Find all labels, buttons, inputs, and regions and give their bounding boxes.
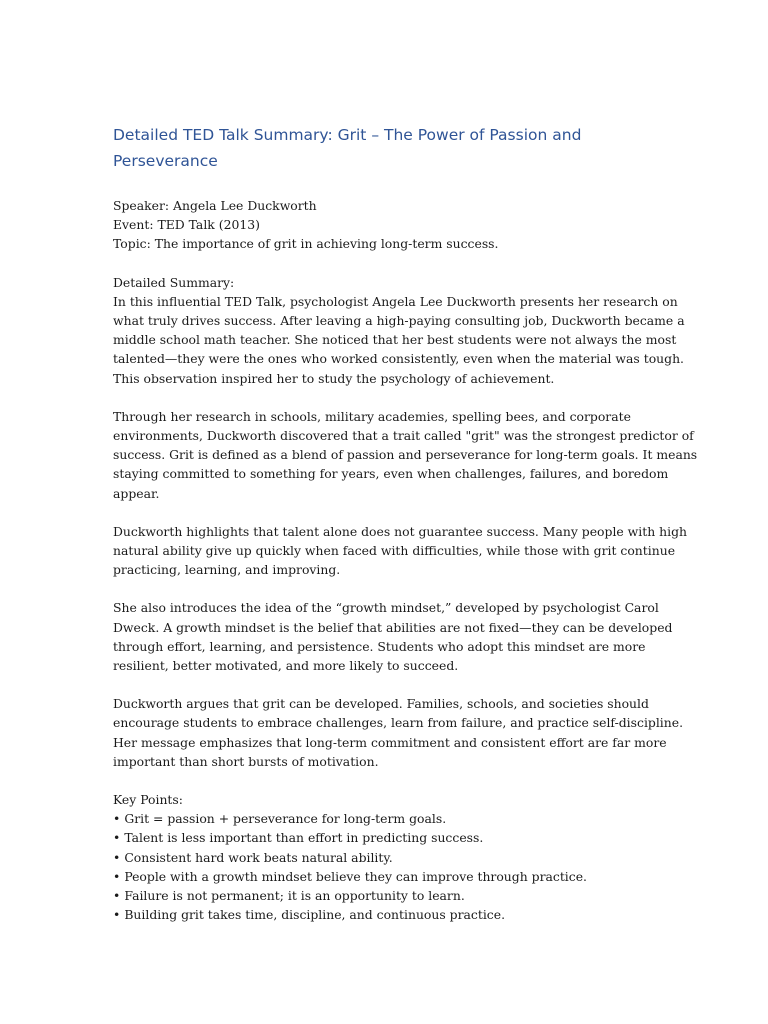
key-points-section [113,790,673,924]
title-line: Perseverance [113,152,218,170]
list-item [113,828,673,847]
bullet-icon: • [113,888,121,904]
paragraph-line: talented—they were the ones who worked consistently, even when the material was tough. [113,351,684,367]
key-point-text: Consistent hard work beats natural ability. [124,849,393,865]
key-points-heading: Key Points: [113,792,183,808]
paragraph-line: natural ability give up quickly when faced with difficulties, while those with grit continue [113,543,676,559]
key-point-text: Building grit takes time, discipline, and continuous practice. [124,907,506,923]
list-item [113,867,673,886]
summary-paragraph-2 [113,407,698,503]
paragraph-line: environments, Duckworth discovered that a trait called "grit" was the strongest predictor of [113,428,694,444]
list-item [113,848,673,867]
paragraph-line: through effort, learning, and persistence. Students who adopt this mindset are more [113,638,646,654]
paragraph-line: important than short bursts of motivation. [113,753,379,769]
bullet-icon: • [113,907,121,923]
paragraph-line: This observation inspired her to study the psychology of achievement. [113,370,555,386]
event-line: Event: TED Talk (2013) [113,217,260,233]
summary-paragraph-5 [113,694,684,771]
paragraph-line: In this influential TED Talk, psychologist Angela Lee Duckworth presents her research on [113,293,678,309]
paragraph-line: She also introduces the idea of the “growth mindset,” developed by psychologist Carol [113,600,659,616]
paragraph-line: Duckworth highlights that talent alone does not guarantee success. Many people with high [113,523,688,539]
paragraph-line: appear. [113,485,160,501]
paragraph-line: encourage students to embrace challenges, learn from failure, and practice self-discipline. [113,715,684,731]
topic-line: Topic: The importance of grit in achieving long-term success. [113,236,499,252]
key-point-text: Failure is not permanent; it is an opportunity to learn. [124,888,465,904]
paragraph-line: what truly drives success. After leaving a high-paying consulting job, Duckworth became a [113,313,685,329]
paragraph-line: middle school math teacher. She noticed that her best students were not always the most [113,332,677,348]
document-page [113,122,698,944]
bullet-icon: • [113,830,121,846]
paragraph-line: practicing, learning, and improving. [113,562,341,578]
paragraph-line: staying committed to something for years, even when challenges, failures, and boredom [113,466,669,482]
summary-paragraph-1 [113,273,685,388]
key-point-text: Talent is less important than effort in predicting success. [124,830,484,846]
title-line: Detailed TED Talk Summary: Grit – The Power of Passion and [113,126,582,144]
document-title [113,122,673,174]
list-item [113,905,673,924]
paragraph-line: success. Grit is defined as a blend of passion and perseverance for long-term goals. It means [113,447,698,463]
paragraph-line: Dweck. A growth mindset is the belief that abilities are not fixed—they can be developed [113,619,673,635]
speaker-line: Speaker: Angela Lee Duckworth [113,198,317,213]
list-item [113,886,673,905]
bullet-icon: • [113,849,121,865]
key-points-list [113,809,673,924]
paragraph-line: Her message emphasizes that long-term commitment and consistent effort are far more [113,734,667,750]
summary-paragraph-3 [113,522,688,580]
key-point-text: People with a growth mindset believe they can improve through practice. [124,868,587,884]
paragraph-line: resilient, better motivated, and more likely to succeed. [113,658,459,674]
bullet-icon: • [113,811,121,827]
paragraph-line: Duckworth argues that grit can be developed. Families, schools, and societies should [113,696,649,712]
key-point-text: Grit = passion + perseverance for long-term goals. [124,811,447,827]
summary-heading: Detailed Summary: [113,274,235,290]
talk-metadata [113,196,673,254]
paragraph-line: Through her research in schools, military academies, spelling bees, and corporate [113,408,631,424]
summary-paragraph-4 [113,598,673,675]
list-item [113,809,673,828]
bullet-icon: • [113,868,121,884]
